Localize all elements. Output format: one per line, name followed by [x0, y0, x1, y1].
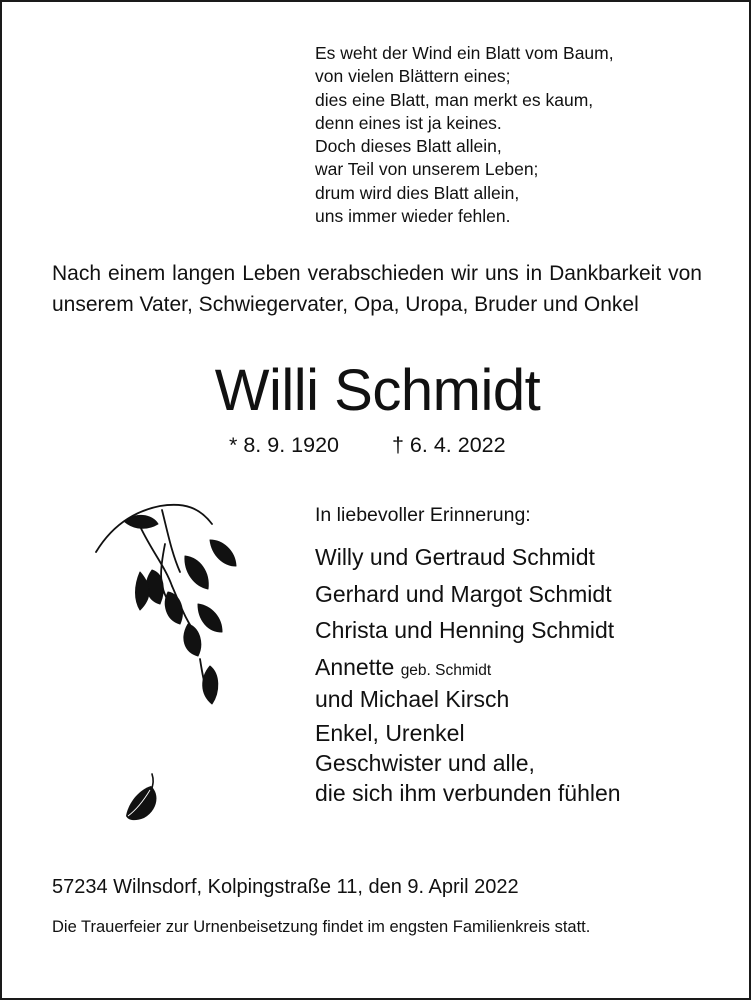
falling-leaf-icon	[122, 770, 162, 825]
mourner-line: Enkel, Urenkel	[315, 719, 465, 746]
intro-text: Nach einem langen Leben verabschieden wir uns in Dankbarkeit von unserem Vater, Schwiegervater, Opa, Uropa, Bruder und Onkel	[52, 262, 702, 316]
poem-line: Doch dieses Blatt allein,	[315, 136, 502, 157]
poem-line: Es weht der Wind ein Blatt vom Baum,	[315, 43, 614, 63]
poem-line: dies eine Blatt, man merkt es kaum,	[315, 89, 594, 110]
poem-line: von vielen Blättern eines;	[315, 66, 511, 87]
poem	[315, 42, 614, 228]
maiden-name: geb. Schmidt	[400, 661, 492, 679]
death-date: † 6. 4. 2022	[392, 433, 506, 457]
poem-line: denn eines ist ja keines.	[315, 112, 502, 133]
funeral-note: Die Trauerfeier zur Urnenbeisetzung findet im engsten Familienkreis statt.	[52, 918, 591, 936]
leafy-branch-icon	[90, 494, 250, 724]
birth-date: * 8. 9. 1920	[229, 433, 339, 457]
mourner-line: Willy und Gertraud Schmidt	[315, 544, 595, 570]
remembrance-heading: In liebevoller Erinnerung:	[315, 504, 531, 526]
mourner-name: Annette	[315, 653, 395, 680]
poem-line: drum wird dies Blatt allein,	[315, 182, 520, 203]
deceased-name: Willi Schmidt	[214, 358, 541, 423]
mourner-line: Geschwister und alle,	[315, 749, 535, 776]
mourners-list	[315, 539, 621, 808]
mourner-line	[315, 654, 621, 684]
poem-line: war Teil von unserem Leben;	[315, 159, 539, 180]
poem-line: uns immer wieder fehlen.	[315, 206, 511, 227]
mourner-line: Christa und Henning Schmidt	[315, 617, 615, 643]
address-date-line: 57234 Wilnsdorf, Kolpingstraße 11, den 9. April 2022	[52, 876, 519, 898]
mourner-line: und Michael Kirsch	[315, 685, 510, 712]
mourner-line: Gerhard und Margot Schmidt	[315, 580, 612, 607]
mourner-line: die sich ihm verbunden fühlen	[315, 779, 621, 806]
